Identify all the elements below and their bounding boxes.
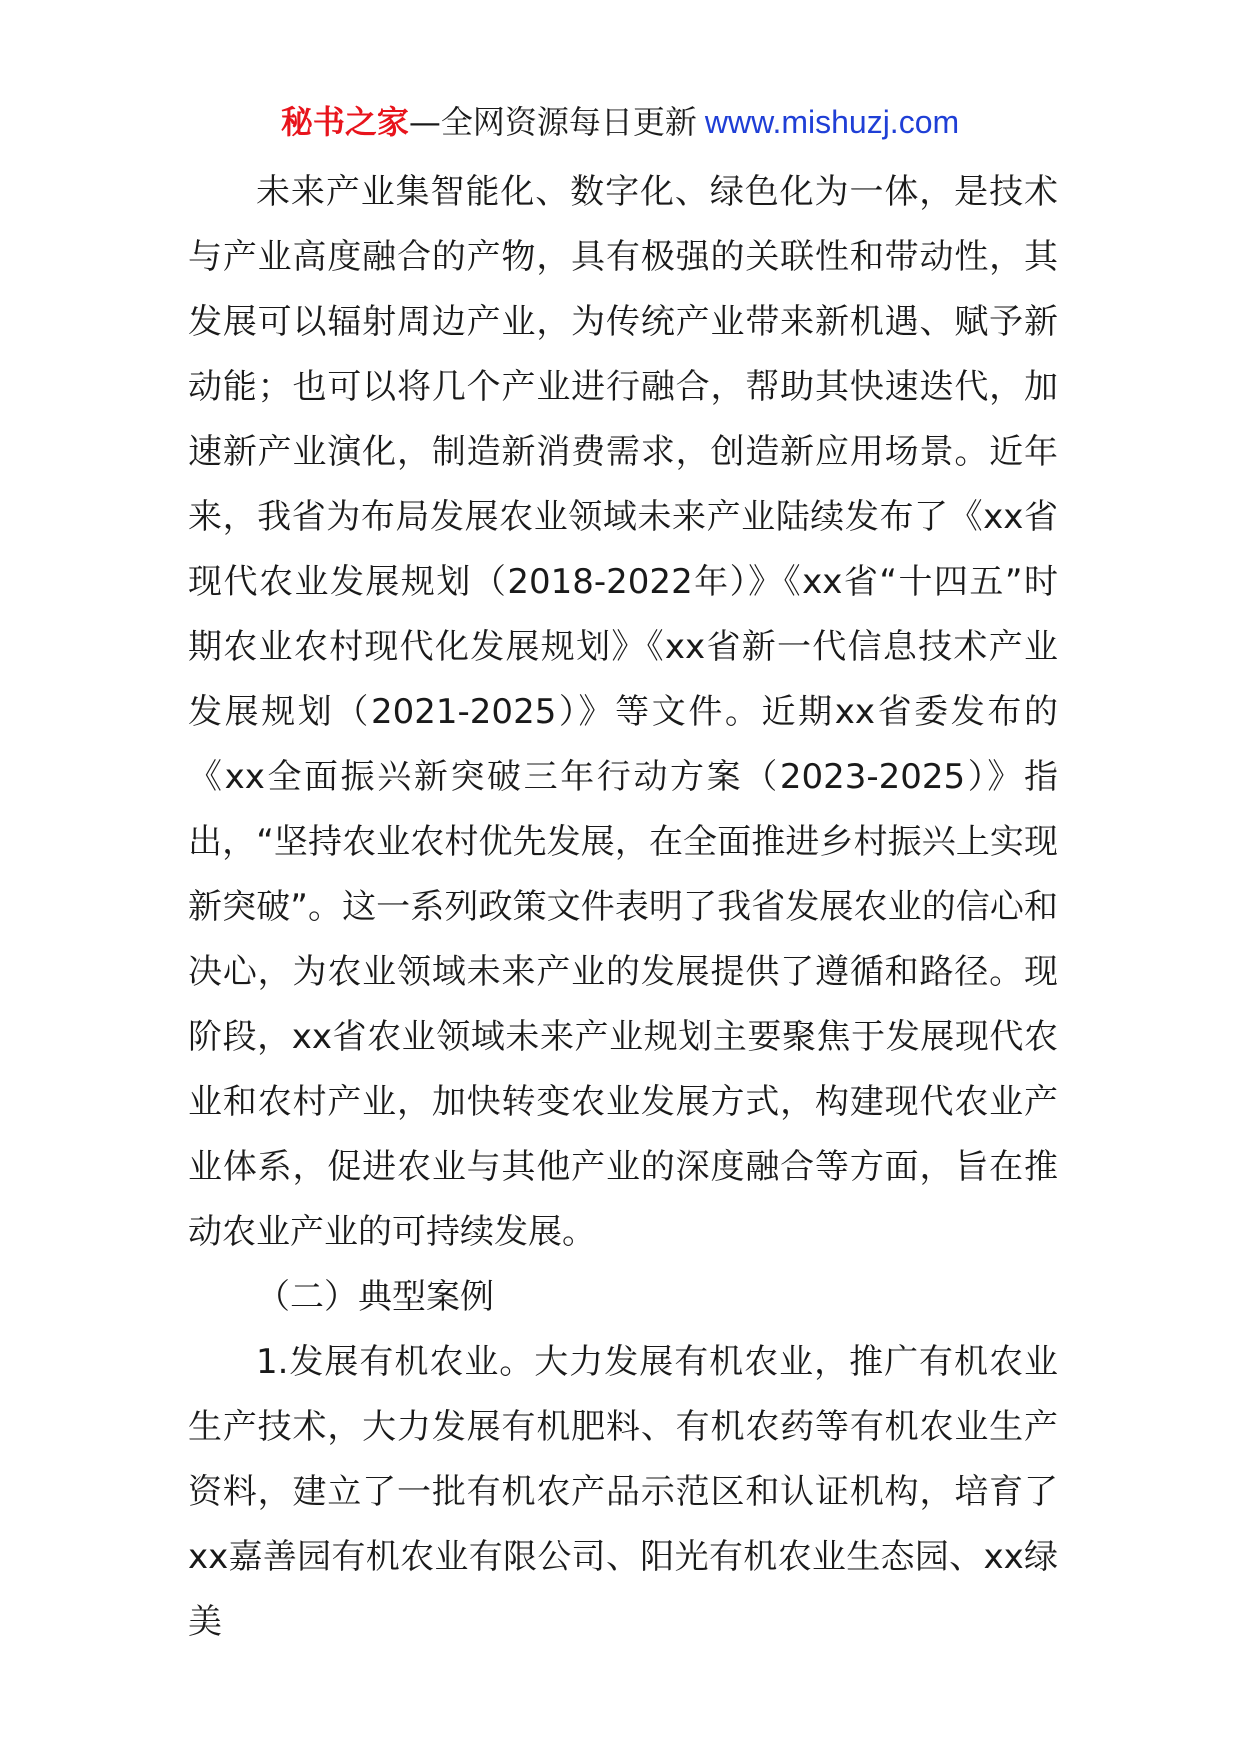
header-url-link[interactable]: www.mishuzj.com	[704, 104, 960, 140]
header-tagline: —全网资源每日更新	[408, 103, 697, 141]
section-heading: （二）典型案例	[256, 1277, 494, 1317]
page-header	[0, 100, 1240, 144]
document-body	[188, 160, 1058, 1655]
paragraph-case-1: 1.发展有机农业。大力发展有机农业，推广有机农业生产技术，大力发展有机肥料、有机农药等有机农业生产资料，建立了一批有机农产品示范区和认证机构，培育了xx嘉善园有机农业有限公司、阳光有机农业生态园、xx绿美	[188, 1342, 1058, 1642]
header-brand: 秘书之家	[280, 103, 409, 141]
paragraph-intro: 未来产业集智能化、数字化、绿色化为一体，是技术与产业高度融合的产物，具有极强的关联性和带动性，其发展可以辐射周边产业，为传统产业带来新机遇、赋予新动能；也可以将几个产业进行融合，帮助其快速迭代，加速新产业演化，制造新消费需求，创造新应用场景。近年来，我省为布局发展农业领域未来产业陆续发布了《xx省现代农业发展规划（2018-2022年）》《xx省“十四五”时期农业农村现代化发展规划》《xx省新一代信息技术产业发展规划（2021-2025）》等文件。近期xx省委发布的《xx全面振兴新突破三年行动方案（2023-2025）》指出，“坚持农业农村优先发展，在全面推进乡村振兴上实现新突破”。这一系列政策文件表明了我省发展农业的信心和决心，为农业领域未来产业的发展提供了遵循和路径。现阶段，xx省农业领域未来产业规划主要聚焦于发展现代农业和农村产业，加快转变农业发展方式，构建现代农业产业体系，促进农业与其他产业的深度融合等方面，旨在推动农业产业的可持续发展。	[188, 172, 1058, 1252]
